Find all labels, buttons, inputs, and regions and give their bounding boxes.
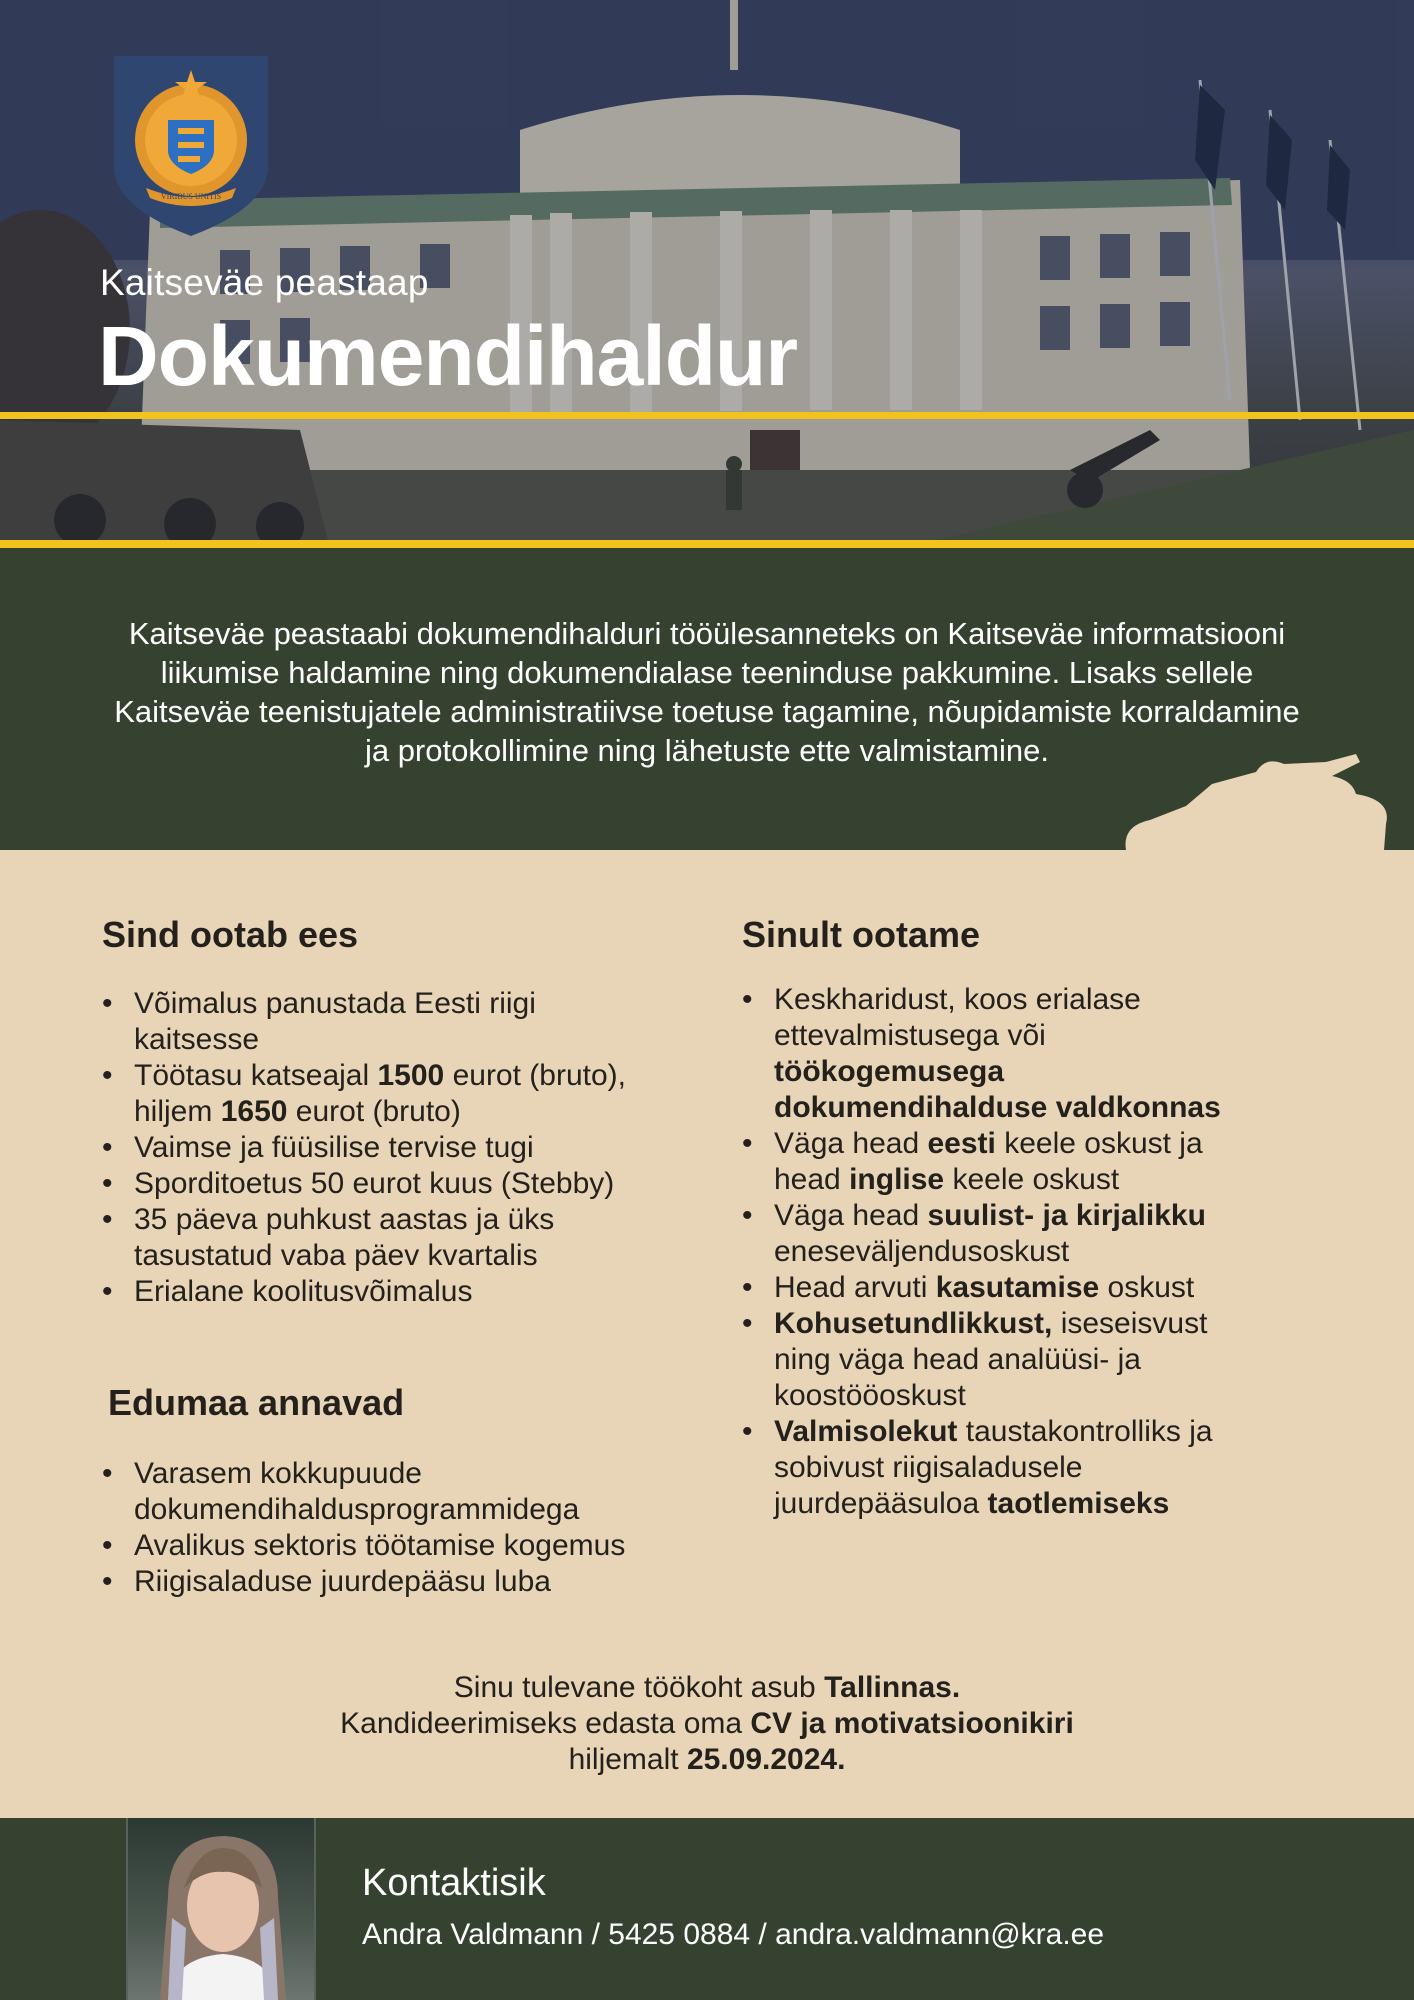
contact-footer (0, 1818, 1414, 2000)
contact-details: Andra Valdmann / 5425 0884 / andra.valdmann@kra.ee (362, 1918, 1105, 1951)
expect-column (742, 914, 1272, 1522)
list-item: • Kohusetundlikkust, iseseisvust ning väga head analüüsi- ja koostööoskust (774, 1306, 1272, 1414)
list-item: • Keskharidust, koos erialase ettevalmistusega või töökogemusega dokumendihalduse valdkonnas (774, 982, 1272, 1126)
list-item: • Riigisaladuse juurdepääsu luba (134, 1564, 668, 1600)
tank-silhouette (1116, 754, 1396, 850)
required-documents: CV ja motivatsioonikiri (750, 1707, 1074, 1740)
advantage-heading: Edumaa annavad (108, 1382, 405, 1423)
list-item: • 35 päeva puhkust aastas ja üks tasustatud vaba päev kvartalis (134, 1202, 662, 1274)
organization-name: Kaitseväe peastaap (100, 262, 429, 303)
list-item: • Töötasu katseajal 1500 eurot (bruto), hiljem 1650 eurot (bruto) (134, 1058, 662, 1130)
offer-heading: Sind ootab ees (102, 914, 359, 955)
list-item: • Väga head eesti keele oskust ja head inglise keele oskust (774, 1126, 1272, 1198)
intro-section (0, 540, 1414, 850)
list-item: • Erialane koolitusvõimalus (134, 1274, 662, 1310)
expect-heading: Sinult ootame (742, 914, 981, 955)
expect-list (742, 982, 1272, 1522)
advantage-list (102, 1456, 668, 1600)
crest-logo (106, 48, 276, 240)
documents-line: Kandideerimiseks edasta oma CV ja motivatsioonikiri (340, 1707, 1074, 1740)
contact-heading: Kontaktisik (362, 1862, 546, 1904)
list-item: • Avalikus sektoris töötamise kogemus (134, 1528, 668, 1564)
deadline: 25.09.2024. (686, 1743, 846, 1776)
deadline-line: hiljemalt 25.09.2024. (568, 1743, 846, 1776)
list-item: • Varasem kokkupuude dokumendihaldusprogrammidega (134, 1456, 668, 1528)
advantage-column (108, 1382, 668, 1600)
contact-photo (126, 1818, 316, 2000)
list-item: • Vaimse ja füüsilise tervise tugi (134, 1130, 662, 1166)
list-item: • Väga head suulist- ja kirjalikku eneseväljendusoskust (774, 1198, 1272, 1270)
intro-text: Kaitseväe peastaabi dokumendihalduri tööülesanneteks on Kaitseväe informatsiooni liikumise haldamine ning dokumendialase teeninduse pakkumine. Lisaks sellele Kaitseväe teenistujatele administratiivse toetuse tagamine, nõupidamiste korraldamine ja protokollimine ning lähetuste ette valmistamine. (114, 616, 1300, 768)
offer-column (102, 914, 662, 1310)
offer-list (102, 986, 662, 1310)
list-item: • Sporditoetus 50 eurot kuus (Stebby) (134, 1166, 662, 1202)
hero-banner (0, 0, 1414, 548)
list-item: • Võimalus panustada Eesti riigi kaitsesse (134, 986, 662, 1058)
list-item: • Head arvuti kasutamise oskust (774, 1270, 1272, 1306)
application-info (0, 1670, 1414, 1778)
accent-stripe (0, 412, 1414, 419)
location: Tallinnas. (824, 1671, 961, 1704)
details-section (0, 850, 1414, 1818)
svg-text:VIRIBUS UNITIS: VIRIBUS UNITIS (160, 192, 222, 201)
job-title: Dokumendihaldur (98, 309, 798, 403)
list-item: • Valmisolekut taustakontrolliks ja sobivust riigisaladusele juurdepääsuloa taotlemiseks (774, 1414, 1272, 1522)
location-line: Sinu tulevane töökoht asub Tallinnas. (453, 1671, 961, 1704)
